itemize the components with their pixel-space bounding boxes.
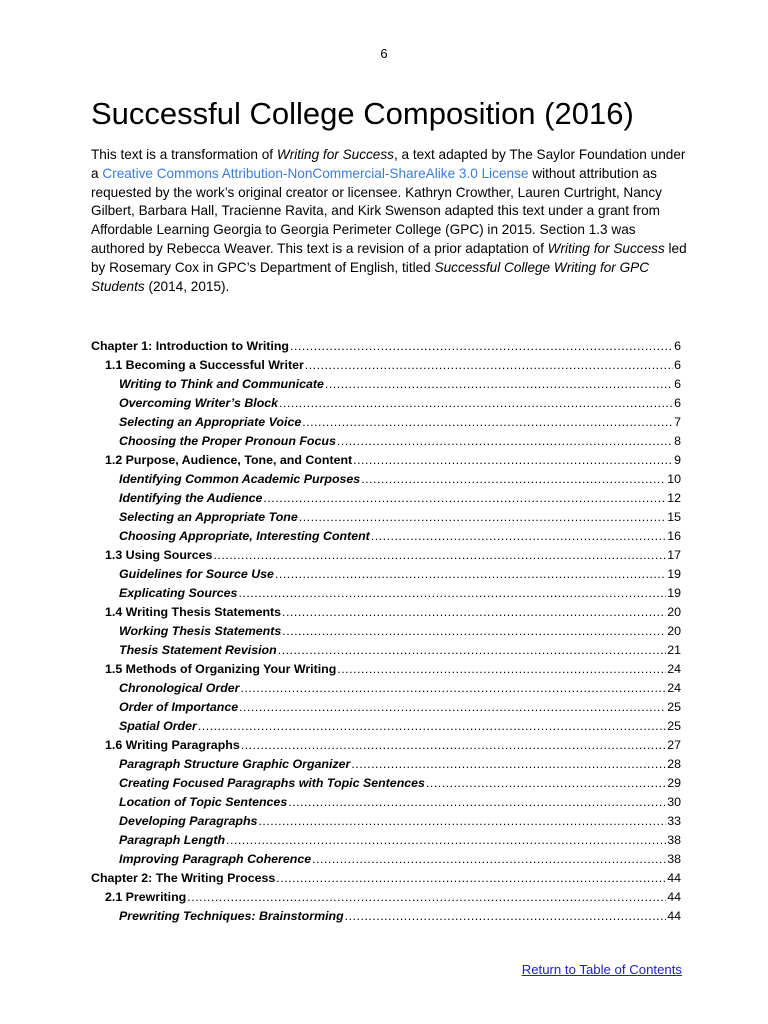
toc-dot-leader xyxy=(238,584,666,603)
toc-dot-leader xyxy=(337,432,673,451)
toc-entry[interactable] xyxy=(91,850,681,869)
toc-entry-title: Working Thesis Statements xyxy=(119,624,282,638)
toc-entry[interactable] xyxy=(91,337,681,356)
toc-dot-leader xyxy=(426,774,666,793)
page-number: 6 xyxy=(380,46,388,61)
intro-paragraph xyxy=(91,146,691,296)
toc-entry-title: Selecting an Appropriate Tone xyxy=(119,510,298,524)
toc-entry[interactable] xyxy=(91,717,681,736)
toc-entry-page: 7 xyxy=(674,415,681,429)
toc-entry-title: Chronological Order xyxy=(119,681,240,695)
toc-entry-page: 15 xyxy=(667,510,681,524)
intro-text-3: without attribution as requested by the work’s original creator or licensee. Kathryn Crowther, Lauren Curtright, Nancy Gilbert, Barbara Hall, Tracienne Ravita, and Kirk Swenson adapted this text under a grant from Affordable Learning Georgia to Georgia Perimeter College (GPC) in 2015. Section 1.3 was authored by Rebecca Weaver. This text is a revision of a prior adaptation of xyxy=(91,165,662,256)
toc-dot-leader xyxy=(371,527,666,546)
toc-dot-leader xyxy=(239,698,666,717)
toc-entry-page: 25 xyxy=(667,719,681,733)
intro-book-title: Writing for Success xyxy=(276,147,394,162)
toc-entry-page: 6 xyxy=(674,339,681,353)
toc-dot-leader xyxy=(325,375,673,394)
toc-dot-leader xyxy=(345,907,667,926)
toc-dot-leader xyxy=(213,546,666,565)
toc-entry-page: 16 xyxy=(667,529,681,543)
toc-entry-title: 1.6 Writing Paragraphs xyxy=(105,738,240,752)
toc-entry[interactable] xyxy=(91,546,681,565)
toc-entry[interactable] xyxy=(91,470,681,489)
toc-dot-leader xyxy=(288,793,666,812)
toc-entry[interactable] xyxy=(91,641,681,660)
toc-dot-leader xyxy=(302,413,673,432)
toc-entry[interactable] xyxy=(91,736,681,755)
toc-entry-page: 38 xyxy=(667,852,681,866)
toc-dot-leader xyxy=(187,888,666,907)
toc-entry-title: Writing to Think and Communicate xyxy=(119,377,324,391)
intro-text-5: (2014, 2015). xyxy=(144,278,230,294)
page-title: Successful College Composition (2016) xyxy=(91,96,634,131)
toc-entry-page: 33 xyxy=(667,814,681,828)
toc-entry-title: Chapter 2: The Writing Process xyxy=(91,871,276,885)
toc-entry-page: 27 xyxy=(667,738,681,752)
toc-entry-title: Overcoming Writer’s Block xyxy=(119,396,279,410)
toc-entry-title: Guidelines for Source Use xyxy=(119,567,274,581)
intro-text-4: led by Rosemary Cox in GPC’s Department of English, titled xyxy=(91,240,687,275)
toc-entry-title: 1.2 Purpose, Audience, Tone, and Content xyxy=(105,453,353,467)
toc-entry[interactable] xyxy=(91,622,681,641)
toc-entry[interactable] xyxy=(91,565,681,584)
toc-entry-title: Spatial Order xyxy=(119,719,197,733)
toc-entry[interactable] xyxy=(91,679,681,698)
toc-entry[interactable] xyxy=(91,508,681,527)
toc-dot-leader xyxy=(226,831,666,850)
toc-entry-title: 1.5 Methods of Organizing Your Writing xyxy=(105,662,337,676)
toc-entry-page: 8 xyxy=(674,434,681,448)
toc-entry[interactable] xyxy=(91,451,681,470)
toc-entry-page: 20 xyxy=(667,605,681,619)
toc-entry[interactable] xyxy=(91,584,681,603)
toc-entry-title: Paragraph Length xyxy=(119,833,226,847)
toc-entry-page: 21 xyxy=(667,643,681,657)
toc-dot-leader xyxy=(299,508,666,527)
toc-entry-page: 12 xyxy=(667,491,681,505)
toc-entry[interactable] xyxy=(91,812,681,831)
toc-entry-page: 30 xyxy=(667,795,681,809)
toc-entry[interactable] xyxy=(91,869,681,888)
toc-entry-title: 1.1 Becoming a Successful Writer xyxy=(105,358,304,372)
toc-entry[interactable] xyxy=(91,603,681,622)
toc-entry-title: Location of Topic Sentences xyxy=(119,795,288,809)
toc-dot-leader xyxy=(282,603,666,622)
toc-entry-title: Choosing the Proper Pronoun Focus xyxy=(119,434,336,448)
toc-entry[interactable] xyxy=(91,755,681,774)
toc-entry-title: Thesis Statement Revision xyxy=(119,643,277,657)
toc-entry-page: 19 xyxy=(667,586,681,600)
toc-entry[interactable] xyxy=(91,907,681,926)
toc-entry[interactable] xyxy=(91,698,681,717)
toc-entry-page: 6 xyxy=(674,377,681,391)
toc-dot-leader xyxy=(337,660,666,679)
toc-entry-title: Order of Importance xyxy=(119,700,239,714)
toc-dot-leader xyxy=(290,337,673,356)
toc-dot-leader xyxy=(198,717,666,736)
toc-entry-title: Prewriting Techniques: Brainstorming xyxy=(119,909,344,923)
toc-entry[interactable] xyxy=(91,375,681,394)
toc-dot-leader xyxy=(240,679,666,698)
toc-dot-leader xyxy=(361,470,666,489)
toc-entry[interactable] xyxy=(91,831,681,850)
toc-entry-page: 44 xyxy=(667,871,681,885)
toc-entry-page: 24 xyxy=(667,681,681,695)
toc-entry-title: Chapter 1: Introduction to Writing xyxy=(91,339,290,353)
intro-book-title-3: Successful College Writing for GPC Students xyxy=(91,259,650,294)
toc-dot-leader xyxy=(353,451,673,470)
toc-entry[interactable] xyxy=(91,432,681,451)
toc-entry-page: 25 xyxy=(667,700,681,714)
toc-entry-title: Selecting an Appropriate Voice xyxy=(119,415,302,429)
intro-text-2: , a text adapted by The Saylor Foundation under a xyxy=(91,147,686,181)
toc-entry-page: 28 xyxy=(667,757,681,771)
toc-dot-leader xyxy=(276,869,666,888)
toc-dot-leader xyxy=(282,622,666,641)
table-of-contents xyxy=(91,337,681,926)
toc-entry-title: 1.4 Writing Thesis Statements xyxy=(105,605,282,619)
toc-dot-leader xyxy=(305,356,673,375)
toc-entry[interactable] xyxy=(91,660,681,679)
toc-entry-page: 10 xyxy=(667,472,681,486)
toc-entry-title: Identifying the Audience xyxy=(119,491,263,505)
toc-entry-page: 6 xyxy=(674,396,681,410)
toc-entry-page: 44 xyxy=(667,909,681,923)
toc-entry[interactable] xyxy=(91,793,681,812)
toc-entry[interactable] xyxy=(91,888,681,907)
toc-dot-leader xyxy=(279,394,673,413)
toc-dot-leader xyxy=(278,641,667,660)
return-to-toc-link[interactable]: Return to Table of Contents xyxy=(521,962,682,977)
toc-dot-leader xyxy=(312,850,666,869)
toc-entry-title: 2.1 Prewriting xyxy=(105,890,187,904)
toc-dot-leader xyxy=(351,755,666,774)
toc-entry-page: 29 xyxy=(667,776,681,790)
license-link[interactable]: Creative Commons Attribution-NonCommercial-ShareAlike 3.0 License xyxy=(102,165,529,181)
toc-entry-title: Creating Focused Paragraphs with Topic Sentences xyxy=(119,776,425,790)
toc-entry-page: 17 xyxy=(667,548,681,562)
toc-entry-title: Improving Paragraph Coherence xyxy=(119,852,312,866)
toc-entry[interactable] xyxy=(91,774,681,793)
toc-entry-title: Developing Paragraphs xyxy=(119,814,258,828)
toc-entry-page: 24 xyxy=(667,662,681,676)
toc-dot-leader xyxy=(263,489,666,508)
toc-entry-title: Explicating Sources xyxy=(119,586,238,600)
toc-dot-leader xyxy=(258,812,666,831)
toc-entry[interactable] xyxy=(91,489,681,508)
toc-entry-page: 38 xyxy=(667,833,681,847)
toc-dot-leader xyxy=(241,736,666,755)
toc-entry[interactable] xyxy=(91,413,681,432)
toc-entry-page: 20 xyxy=(667,624,681,638)
toc-entry-page: 19 xyxy=(667,567,681,581)
toc-entry-page: 44 xyxy=(667,890,681,904)
toc-dot-leader xyxy=(275,565,666,584)
toc-entry[interactable] xyxy=(91,356,681,375)
intro-book-title-2: Writing for Success xyxy=(547,240,665,256)
toc-entry[interactable] xyxy=(91,527,681,546)
toc-entry[interactable] xyxy=(91,394,681,413)
toc-entry-page: 6 xyxy=(674,358,681,372)
toc-entry-title: Choosing Appropriate, Interesting Content xyxy=(119,529,370,543)
toc-entry-title: Paragraph Structure Graphic Organizer xyxy=(119,757,351,771)
toc-entry-page: 9 xyxy=(674,453,681,467)
toc-entry-title: 1.3 Using Sources xyxy=(105,548,213,562)
intro-text-1: This text is a transformation of xyxy=(91,147,277,162)
toc-entry-title: Identifying Common Academic Purposes xyxy=(119,472,361,486)
